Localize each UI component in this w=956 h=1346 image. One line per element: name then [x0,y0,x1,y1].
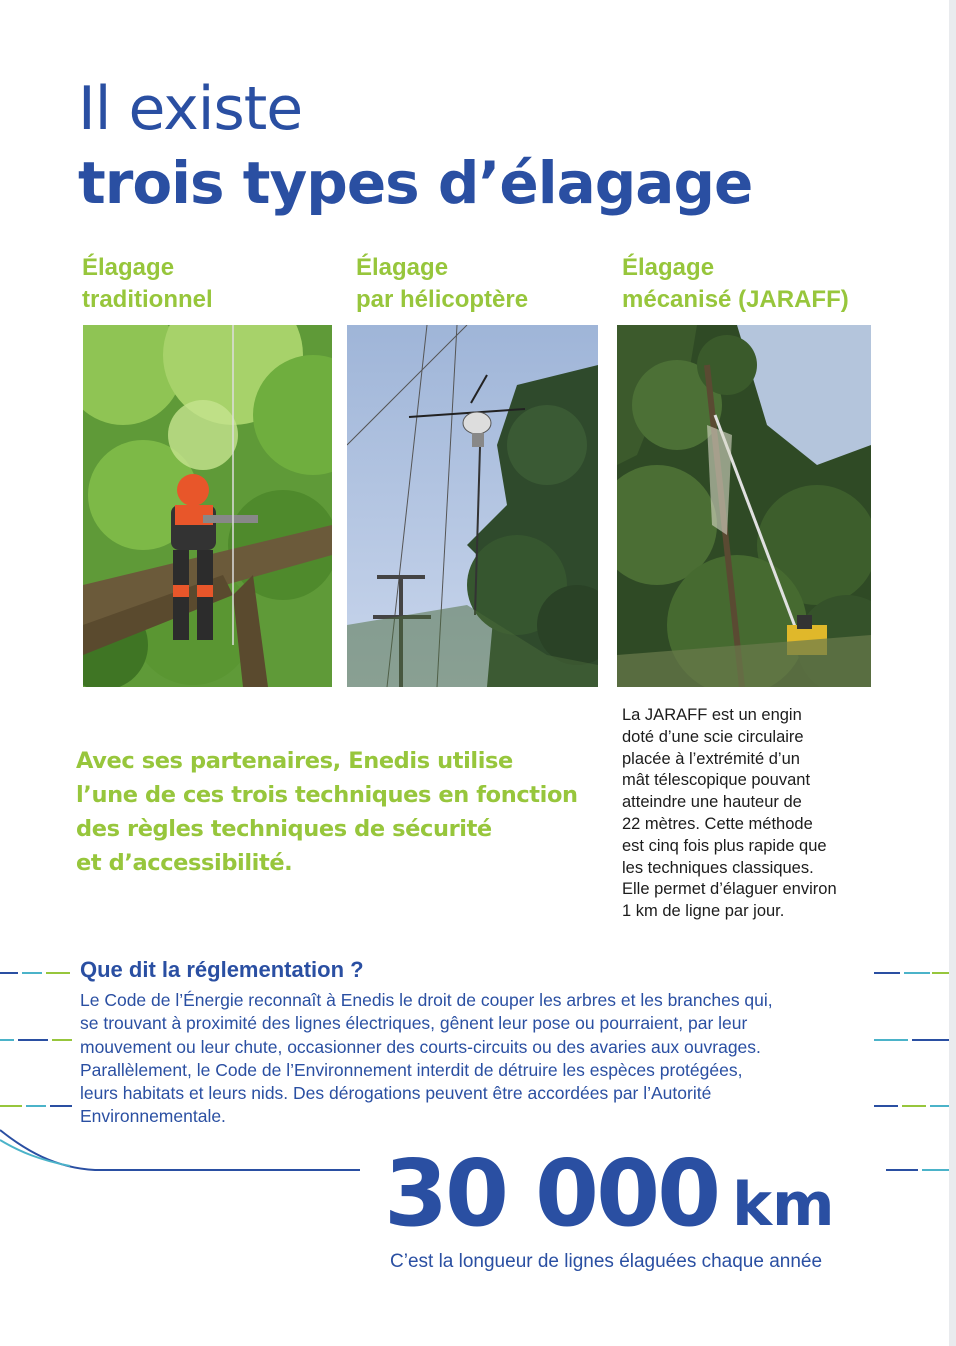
jaraff-line: doté d’une scie circulaire [622,727,804,746]
partners-line: l’une de ces trois techniques en fonction [76,782,578,808]
stat-caption: C’est la longueur de lignes élaguées chaque année [390,1251,823,1272]
jaraff-line: placée à l’extrémité d’un [622,749,800,768]
column-heading-line: mécanisé (JARAFF) [622,286,849,313]
column-heading-line: par hélicoptère [356,286,529,313]
stat-figure [384,1140,874,1259]
jaraff-line: est cinq fois plus rapide que [622,836,827,855]
regulation-line: leurs habitats et leurs nids. Des dérogations peuvent être accordées par l’Autorité [80,1083,712,1104]
jaraff-line: mât télescopique pouvant [622,771,811,790]
column-heading-traditional [82,252,213,316]
jaraff-line: atteindre une hauteur de [622,793,802,812]
jaraff-line: les techniques classiques. [622,858,814,877]
column-heading-helicopter [356,252,528,316]
partners-statement [76,744,596,880]
regulation-heading: Que dit la réglementation ? [80,957,364,982]
photo-helicopter-pruning [347,325,598,687]
partners-line: Avec ses partenaires, Enedis utilise [76,748,513,774]
jaraff-line: Elle permet d’élaguer environ [622,880,837,899]
regulation-line: Parallèlement, le Code de l’Environnement interdit de détruire les espèces protégées, [80,1059,743,1080]
photo-traditional-pruning [83,325,332,687]
regulation-line: mouvement ou leur chute, occasionner des courts-circuits ou des avaries aux ouvrages. [80,1036,761,1057]
column-heading-mechanized [622,252,849,316]
photo-jaraff-pruning [617,325,871,687]
jaraff-description [622,705,882,923]
column-heading-line: Élagage [356,254,449,281]
regulation-line: Environnementale. [80,1106,226,1127]
regulation-body [80,989,880,1129]
regulation-line: se trouvant à proximité des lignes électriques, gênent leur pose ou pourraient, par leur [80,1013,748,1034]
stat-unit: km [732,1170,835,1240]
jaraff-line: 22 mètres. Cette méthode [622,814,813,833]
jaraff-line: 1 km de ligne par jour. [622,902,785,921]
regulation-line: Le Code de l’Énergie reconnaît à Enedis le droit de couper les arbres et les branches qui, [80,990,773,1010]
title-line-2: trois types d’élagage [78,149,753,217]
column-heading-line: Élagage [82,254,175,281]
column-heading-line: traditionnel [82,286,213,313]
column-heading-line: Élagage [622,254,715,281]
partners-line: des règles techniques de sécurité [76,816,492,842]
title-line-1: Il existe [78,74,303,144]
partners-line: et d’accessibilité. [76,850,293,876]
jaraff-line: La JARAFF est un engin [622,706,802,724]
stat-number: 30 000 [384,1140,719,1247]
